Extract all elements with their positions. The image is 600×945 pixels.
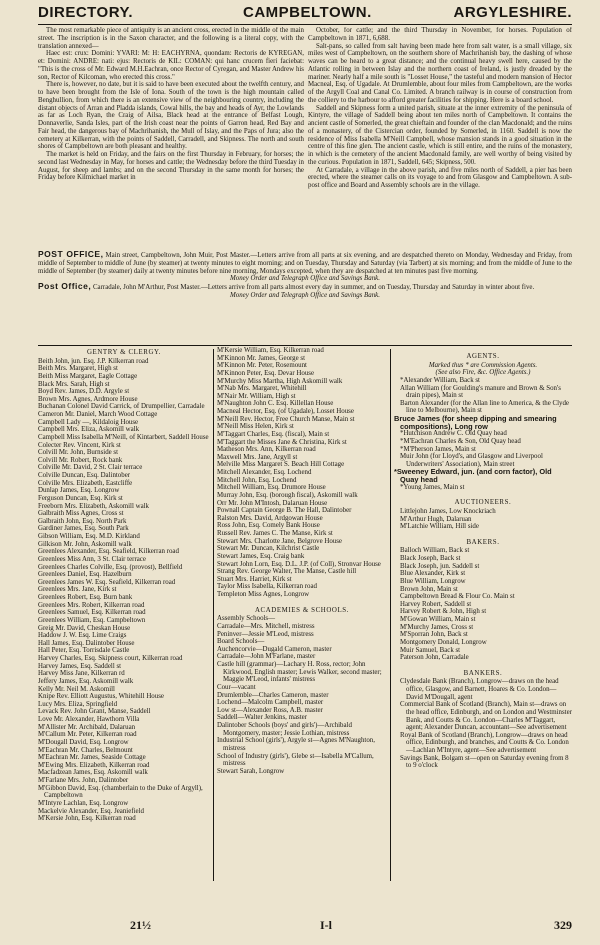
directory-entry: M'Nair Mr. William, High st bbox=[217, 392, 296, 400]
directory-entry: Stewart Mrs. Charlotte Jane, Belgrove House bbox=[217, 537, 342, 545]
directory-entry: Buchanan Colonel David Carrick, of Drumpellier, Carradale bbox=[38, 403, 205, 411]
baker-entry: Black Joseph, jun. Saddell st bbox=[400, 562, 480, 570]
directory-entry: Greig Mr. David, Cheskan House bbox=[38, 624, 131, 632]
footer-left: 21½ bbox=[130, 918, 151, 932]
agents-heading: AGENTS. bbox=[466, 353, 500, 360]
directory-entry: M'Ewing Mrs. Elizabeth, Kilkerran road bbox=[38, 761, 150, 769]
post-office-text: Main street, Campbeltown, John Muir, Post Master.—Letters arrive from all parts at six evening, and are despatched thereto on Monday, Wednesday and Friday, from middle of September to middle of June (by steamer) at twenty minutes to eight morning; and on Tuesday, Thursday and Saturday (via Tarbert) at six morning; and from the middle of June to the middle of September (by steamer) daily at twenty minutes before nine morning, Mondays excepted, when they are despatched at ten minutes past five morning. bbox=[38, 252, 573, 275]
post-office-2-note: Money Order and Telegraph Office and Savings Bank. bbox=[230, 291, 380, 299]
directory-entry: Levack Rev. John Grant, Manse, Saddell bbox=[38, 708, 151, 716]
school-entry: Castle hill (grammar)—Lachary H. Ross, rector; John Kirkwood, English master; Lewis Walker, second master; Maggie M'Leod, infants' mistress bbox=[217, 661, 382, 684]
agents-note: Marked thus * are Commission Agents. bbox=[428, 361, 538, 369]
banker-entry: Clydesdale Bank (Branch), Longrow—draws on the head office, Glasgow, and Barnett, Hoares & Co. London—David M'Dougall, agent bbox=[400, 678, 559, 701]
school-entry: Cour—vacant bbox=[217, 683, 256, 691]
directory-entry: M'Gibbon David, Esq. (chamberlain to the Duke of Argyll), Campbeltown bbox=[38, 784, 203, 800]
post-office-section bbox=[38, 251, 572, 300]
baker-entry: Harvey Robert & John, High st bbox=[400, 608, 487, 616]
directory-entry: M'Intyre Lachlan, Esq. Longrow bbox=[38, 799, 129, 807]
directory-entry: Stewart Mr. Duncan, Kilchrist Castle bbox=[217, 545, 320, 553]
directory-entry: Colville Duncan, Esq. Dalintober bbox=[38, 472, 131, 479]
baker-entry: Balloch William, Back st bbox=[400, 547, 470, 555]
baker-entry: Blue Alexander, Kirk st bbox=[400, 570, 466, 578]
agent-entry: Barton Alexander (for the Allan line to America, & the Clyde line to Melbourne), Main st bbox=[400, 399, 569, 415]
baker-entry: Brown John, Main st bbox=[400, 585, 458, 593]
directory-entry: Dunlap James, Esq. Longrow bbox=[38, 487, 120, 495]
bakers-heading: BAKERS. bbox=[466, 538, 500, 546]
school-entry: Auchencorvie—Dugald Cameron, master bbox=[217, 645, 332, 653]
directory-entry: Gibson William, Esq. M.D. Kirkland bbox=[38, 533, 140, 540]
header-right: ARGYLESHIRE. bbox=[453, 4, 572, 21]
directory-entry: Greenlees Mrs. Robert, Kilkerran road bbox=[38, 601, 145, 609]
directory-entry: Harvey James, Esq. Saddell st bbox=[38, 662, 122, 670]
directory-entry: Greenlees Daniel, Esq. Hazelburn bbox=[38, 571, 132, 579]
gentry-column bbox=[38, 347, 210, 907]
header-left: DIRECTORY. bbox=[38, 4, 134, 21]
school-entry: Assembly Schools— bbox=[217, 615, 275, 623]
directory-entry: Greenlees Alexander, Esq. Seafield, Kilkerran road bbox=[38, 548, 179, 556]
intro-right-column bbox=[308, 27, 572, 249]
agent-entry: *Hutchison Andrew C. Old Quay head bbox=[400, 430, 507, 438]
intro-para: At Carradale, a village in the above parish, and five miles north of Saddell, a pier has been erected, where the steamer calls on its voyage to and from Glasgow and Campbeltown. A sub-post office and Board and Assembly schools are in the village. bbox=[308, 166, 572, 189]
bankers-heading: BANKERS. bbox=[463, 669, 503, 677]
agent-entry: Muir John (for Lloyd's, and Glasgow and Liverpool Underwriters' Association), Main street bbox=[400, 453, 543, 468]
directory-entry: Macfadzean James, Esq. Askomill walk bbox=[38, 769, 148, 777]
agents-note-2: (See also Fire, &c. Office Agents.) bbox=[435, 369, 531, 377]
directory-entry: Taylor Miss Isabella, Kilkerran road bbox=[217, 583, 317, 591]
school-entry: Low st—Alexander Ross, A.B. master bbox=[217, 706, 323, 714]
agent-entry: *Young James, Main st bbox=[400, 483, 465, 491]
directory-entry: Templeton Miss Agnes, Longrow bbox=[217, 591, 310, 598]
directory-entry: Freeborn Mrs. Elizabeth, Askomill walk bbox=[38, 502, 149, 510]
trades-column bbox=[394, 347, 572, 907]
directory-entry: Orr Mr. John M'Intosh, Dalaruan House bbox=[217, 499, 328, 507]
column-divider bbox=[213, 349, 214, 881]
directory-entry: M'Taggart Charles, Esq. (fiscal), Main st bbox=[217, 430, 330, 438]
auctioneer-entry: Littlejohn James, Low Knockriach bbox=[400, 507, 496, 515]
school-entry: Carradale—John M'Farlane, master bbox=[217, 653, 316, 661]
banker-entry: Royal Bank of Scotland (Branch), Longrow—draws on head office, Edinburgh, and branches, and Coutts & Co. London—Lachlan M'Intyre, agent—See advertisement bbox=[400, 731, 569, 754]
directory-entry: M'Kinnon Peter, Esq. Devar House bbox=[217, 369, 315, 377]
baker-entry: M'Murchy James, Cross st bbox=[400, 623, 474, 631]
school-entry: Dalintober Schools (boys' and girls')—Archibald Montgomery, master; Jessie Lothian, mistress bbox=[217, 722, 352, 737]
intro-left-column bbox=[38, 27, 304, 249]
baker-entry: M'Gowan William, Main st bbox=[400, 616, 476, 623]
baker-entry: Paterson John, Carradale bbox=[400, 654, 469, 662]
directory-entry: Russell Rev. James C. The Manse, Kirk st bbox=[217, 530, 333, 537]
directory-entry: Mackelvie Alexander, Esq. Jeaniefield bbox=[38, 807, 144, 815]
directory-entry: Colville Mr. David, 2 St. Clair terrace bbox=[38, 464, 143, 472]
directory-entry: Greenlees Miss Ann, 3 St. Clair terrace bbox=[38, 555, 146, 563]
directory-entry: Maxwell Mrs. Jane, Argyll st bbox=[217, 453, 298, 461]
directory-entry: Boyd Rev. James, D.D. Argyle st bbox=[38, 388, 130, 396]
directory-entry: Love Mr. Alexander, Hawthorn Villa bbox=[38, 716, 140, 723]
directory-entry: Lucy Mrs. Eliza, Springfield bbox=[38, 700, 118, 708]
directory-entry: M'Murchy Miss Martha, High Askomill walk bbox=[217, 377, 343, 385]
school-entry: Lochend—Malcolm Campbell, master bbox=[217, 699, 324, 707]
directory-entry: Matheson Mrs. Ann, Kilkerran road bbox=[217, 446, 316, 454]
directory-entry: Colvill Mr. John, Burnside st bbox=[38, 449, 119, 457]
directory-entry: Black Mrs. Sarah, High st bbox=[38, 380, 110, 388]
baker-entry: Blue William, Longrow bbox=[400, 577, 466, 585]
intro-para: There is, however, no date, but it is said to have been executed about the twelfth century, and to have been brought from the Isle of Iona. South of the town is the high mountain called Benghullion, from which there is an extensive view of the neighbouring country, including the distant objects of Arran and Pladda islands, Cowal hills, the bay and heads of Ayr, the Lowlands as far as Loch Ryan, the Craig of Ailsa, Black head at the entrance of Belfast Lough, Donnaverlie, Sanda Isles, part of the Irish coast near the points of Garron head, Red Bay and Fair head, the dangerous bay of Machrihanish, the Mull of Islay, and the Paps of Jura; also the cemetery at Kilkerran, with the points of Saddell, Carradell, and Skipness. The north and south shores of Campbeltown are both pleasant and healthy. bbox=[38, 81, 304, 151]
directory-entry: Pownall Captain George B. The Hall, Dalintober bbox=[217, 507, 352, 515]
directory-entry: Beith Mrs. Margaret, High st bbox=[38, 365, 118, 373]
footer-center: I-l bbox=[320, 918, 332, 932]
baker-entry: Campbeltown Bread & Flour Co. Main st bbox=[400, 593, 515, 601]
directory-entry: M'Allister Mr. Archibald, Dalaruan bbox=[38, 723, 136, 731]
directory-entry: Murray John, Esq. (borough fiscal), Askomill walk bbox=[217, 491, 358, 499]
directory-entry: Knipe Rev. Elliott Augustus, Whitehill House bbox=[38, 693, 164, 701]
baker-entry: M'Sporran John, Back st bbox=[400, 631, 468, 639]
directory-entry: Harvey Charles, Esq. Skipness court, Kilkerran road bbox=[38, 655, 183, 662]
directory-entry: Greenlees Samuel, Esq. Kilkerran road bbox=[38, 609, 146, 617]
banker-entry: Savings Bank, Bolgam st—open on Saturday evening from 8 to 9 o'clock bbox=[400, 754, 569, 770]
page-footer bbox=[38, 918, 572, 934]
directory-entry: Stewart James, Esq. Craig bank bbox=[217, 552, 305, 560]
post-office-2-title: Post Office, bbox=[38, 281, 92, 291]
directory-entry: Mitchell Alexander, Esq. Lochend bbox=[217, 469, 312, 476]
directory-entry: M'Kinnon Mr. Peter, Rosemount bbox=[217, 362, 307, 370]
running-header bbox=[38, 4, 572, 25]
post-office-campbeltown bbox=[38, 251, 572, 275]
directory-entry: Ralston Mrs. David, Ardgowan House bbox=[217, 514, 323, 522]
gentry-academies-column bbox=[217, 347, 387, 907]
intro-para: The market is held on Friday, and the fairs on the first Thursday in February, for horses; the second last Wednesday in May, for horses and cattle; the Wednesday before the third Tuesday in August, for sheep and lambs; and on the second Thursday in the same month for horses; the Friday before Kilmichael market in bbox=[38, 151, 304, 182]
school-entry: School of Industry (girls'), Glebe st—Isabella M'Callum, mistress bbox=[217, 752, 374, 768]
school-entry: Carradale—Mrs. Mitchell, mistress bbox=[217, 622, 315, 630]
directory-entry: Campbell Miss Isabella M'Neill, of Kintarbert, Saddell House bbox=[38, 433, 209, 441]
directory-entry: Hall James, Esq. Dalintober House bbox=[38, 639, 135, 647]
intro-para: Haec est: crux: Domini: YVARI: M: H: EACHYRNA, quondam: Rectoris de KYREGAN, et: Domini: ANDRE: nati: ejus: Rectoris de KIL: COMAN: qui hanc crucem fieri faciebat: "This is the cross of Mr. Edward M.H.Eachran, once Rector of Cyregan, and Master Andrew his son, Rector of Kilcoman, who erected this cross." bbox=[38, 50, 304, 81]
school-entry: Stewart Sarah, Longrow bbox=[217, 767, 285, 775]
baker-entry: Montgomery Donald, Longrow bbox=[400, 638, 487, 646]
directory-entry: Kelly Mr. Neil M. Askomill bbox=[38, 685, 115, 693]
directory-entry: Beith John, jun. Esq. J.P. Kilkerran road bbox=[38, 357, 149, 365]
directory-entry: M'Kersie William, Esq. Kilkerran road bbox=[217, 347, 324, 354]
directory-entry: Greenlees Charles Colville, Esq. (provost), Bellfield bbox=[38, 563, 183, 571]
directory-entry: Campbell Lady —, Kildaloig House bbox=[38, 418, 139, 426]
school-entry: Board Schools— bbox=[217, 638, 265, 646]
school-entry: Drumlemble—Charles Cameron, master bbox=[217, 691, 329, 699]
directory-entry: Ross John, Esq. Comely Bank House bbox=[217, 522, 320, 530]
agent-entry-bold: *Sweeney Edward, jun. (and corn factor), Old Quay head bbox=[394, 467, 552, 484]
agent-entry-bold: Bruce James (for sheep dipping and smearing compositions), Long row bbox=[394, 414, 557, 431]
directory-entry: M'Eachran Mr. Charles, Belmount bbox=[38, 746, 133, 754]
directory-entry: M'Kinnon Mr. James, George st bbox=[217, 354, 306, 362]
column-divider bbox=[390, 349, 391, 881]
directory-entry: Cameron Mr. Daniel, March Wood Cottage bbox=[38, 411, 158, 418]
directory-entry: M'Neill Miss Helen, Kirk st bbox=[217, 423, 294, 431]
banker-entry: Commercial Bank of Scotland (Branch), Main st—draws on the head office, Edinburgh, and on London and Westminster Bank, and Coutts & Co. London—Charles M'Taggart, agent; Alexander Duncan, accountant—See advertisement bbox=[400, 701, 572, 732]
agent-entry: *Alexander William, Back st bbox=[400, 376, 480, 384]
baker-entry: Muir Samuel, Back st bbox=[400, 646, 461, 654]
directory-entry: M'Kersie John, Esq. Kilkerran road bbox=[38, 815, 136, 823]
directory-entry: Strang Rev. George Walter, The Manse, Castle hill bbox=[217, 568, 357, 576]
agent-entry: Allan William (for Goulding's manure and Brown & Son's drain pipes), Main st bbox=[400, 384, 561, 400]
directory-entry: Greenlees Robert, Esq. Burn bank bbox=[38, 594, 133, 601]
directory-entry: M'Taggart the Misses Jane & Christina, Kirk st bbox=[217, 438, 347, 446]
directory-entry: M'Naughton John C. Esq. Killellan House bbox=[217, 400, 334, 408]
intro-para: October, for cattle; and the third Thursday in November, for horses. Population of Campbeltown in 1871, 6,688. bbox=[308, 27, 572, 42]
school-entry: Saddell—Walter Jenkins, master bbox=[217, 714, 307, 722]
directory-entry: Jeffery James, Esq. Askomill walk bbox=[38, 677, 134, 685]
footer-page-number: 329 bbox=[554, 918, 572, 932]
directory-entry: Melville Miss Margaret S. Beach Hill Cottage bbox=[217, 461, 345, 469]
baker-entry: Black Joseph, Back st bbox=[400, 555, 461, 562]
post-office-title: POST OFFICE, bbox=[38, 249, 104, 259]
agent-entry: *M'Eachran Charles & Son, Old Quay head bbox=[400, 437, 521, 445]
directory-entry: M'Dougall David, Esq. Longrow bbox=[38, 738, 129, 746]
directory-entry: M'Callum Mr. Peter, Kilkerran road bbox=[38, 731, 137, 739]
directory-entry: M'Nab Mrs. Margaret, Whitehill bbox=[217, 385, 307, 393]
agent-entry: *M'Pherson James, Main st bbox=[400, 445, 476, 453]
gentry-heading: GENTRY & CLERGY. bbox=[86, 349, 162, 356]
directory-entry: Galbraith John, Esq. North Park bbox=[38, 517, 127, 525]
directory-entry: Ferguson Duncan, Esq. Kirk st bbox=[38, 494, 123, 502]
directory-entry: Brown Mrs. Agnes, Ardmore House bbox=[38, 395, 138, 403]
directory-entry: Campbell Mrs. Eliza, Askomill walk bbox=[38, 426, 140, 434]
directory-entry: Gilkison Mr. John, Askomill walk bbox=[38, 540, 132, 548]
directory-entry: Colecter Rev. Vincent, Kirk st bbox=[38, 441, 121, 449]
baker-entry: Harvey Robert, Saddell st bbox=[400, 600, 472, 608]
school-entry: Industrial School (girls'), Argyle st—Agnes M'Naughton, mistress bbox=[217, 737, 375, 752]
directory-entry: M'Farlane Mrs. John, Dalintober bbox=[38, 777, 129, 784]
intro-para: Saddell and Skipness form a united parish, situate at the inner extremity of the peninsula of Kintyre, the village of Saddell being about ten miles north of Campbeltown. It contains the ancient castle of Somerled, the great chieftain and founder of the clan Macdonald; and the ruins of a monastery, of the Cistercian order, founded by Somerled, in 1160. Saddell is now the residence of Miss Isabella M'Neill Campbell, whose mansion stands in a good situation in the centre of this fine glen. The ancient castle, which is still entire, and the ruins of the monastery, in which is the cemetery of the ancient Macdonald family, are well worthy of being visited by the curious. Population in 1871, Saddell, 645; Skipness, 500. bbox=[308, 104, 572, 166]
intro-para: Salt-pans, so called from salt having been made here from salt water, is a small village, six miles west of Campbeltown, on the southern shore of Machrihanish bay, the dashing of whose waves can be heard to a great distance; and the continual heavy swell here, caused by the Atlantic rolling in between Islay and the northern coast of Ireland, is justly dreaded by the mariner. Nearly half a mile south is "Losset House," the tasteful and modern mansion of Hector Macneal, Esq. of Ugadale. At Drumlemble, about four miles from Campbeltown, are the works of the Argyll Coal and Canal Co. Limited. A branch railway is in course of construction from the colliery to the harbour to afford greater facilities for shipping. Here is a board school. bbox=[308, 42, 572, 104]
directory-entry: Greenlees James W. Esq. Seafield, Kilkerran road bbox=[38, 578, 176, 586]
directory-entry: Hall Peter, Esq. Torrisdale Castle bbox=[38, 647, 130, 655]
directory-entry: Mitchell William, Esq. Drumore House bbox=[217, 484, 326, 492]
post-office-note: Money Order and Telegraph Office and Savings Bank. bbox=[230, 275, 380, 283]
intro-para: The most remarkable piece of antiquity is an ancient cross, erected in the middle of the main street. The inscription is in the Saxon character, and the following is a literal copy, with the translation annexed— bbox=[38, 27, 304, 50]
directory-entry: Greenlees Mrs. Jane, Kirk st bbox=[38, 586, 117, 594]
auctioneers-heading: AUCTIONEERS. bbox=[454, 499, 512, 507]
school-entry: Peninver—Jessie M'Leod, mistress bbox=[217, 630, 314, 638]
directory-entry: Beith Miss Margaret, Eagle Cottage bbox=[38, 372, 138, 380]
directory-entry: Colville Mrs. Elizabeth, Eastcliffe bbox=[38, 479, 133, 487]
directory-entry: Galbraith Miss Agnes, Cross st bbox=[38, 510, 124, 518]
directory-entry: Colvill Mr. Robert, Rock bank bbox=[38, 456, 123, 464]
auctioneer-entry: M'Arthur Hugh, Dalaruan bbox=[400, 515, 472, 523]
directory-entry: Gardiner James, Esq. South Park bbox=[38, 525, 129, 533]
header-center: CAMPBELTOWN. bbox=[243, 4, 372, 21]
directory-entry: M'Neill Rev. Hector, Free Church Manse, Main st bbox=[217, 415, 355, 423]
directory-entry: Haddow J. W. Esq. Lime Craigs bbox=[38, 632, 127, 640]
auctioneer-entry: M'Latchie William, Hill side bbox=[400, 523, 479, 531]
directory-entry: Mitchell John, Esq. Lochend bbox=[217, 476, 297, 484]
section-rule bbox=[38, 345, 572, 346]
academies-heading: ACADEMIES & SCHOOLS. bbox=[254, 606, 350, 614]
directory-entry: Macneal Hector, Esq. (of Ugadale), Losset House bbox=[217, 408, 354, 415]
directory-entry: Harvey Miss Jane, Kilkerran rd bbox=[38, 670, 125, 678]
post-office-carradale bbox=[38, 283, 572, 292]
post-office-2-text: Carradale, John M'Arthur, Post Master.—Letters arrive from all parts almost every day in summer, and on Tuesday, Thursday and Saturday in winter about five. bbox=[91, 284, 535, 291]
directory-entry: M'Eachran Mr. James, Seaside Cottage bbox=[38, 754, 146, 762]
directory-entry: Stewart John Lorn, Esq. D.L. J.P. (of Coll), Stronvar House bbox=[217, 560, 381, 568]
directory-entry: Stuart Mrs. Harriet, Kirk st bbox=[217, 575, 292, 583]
directory-entry: Greenlees William, Esq. Campbeltown bbox=[38, 616, 146, 624]
